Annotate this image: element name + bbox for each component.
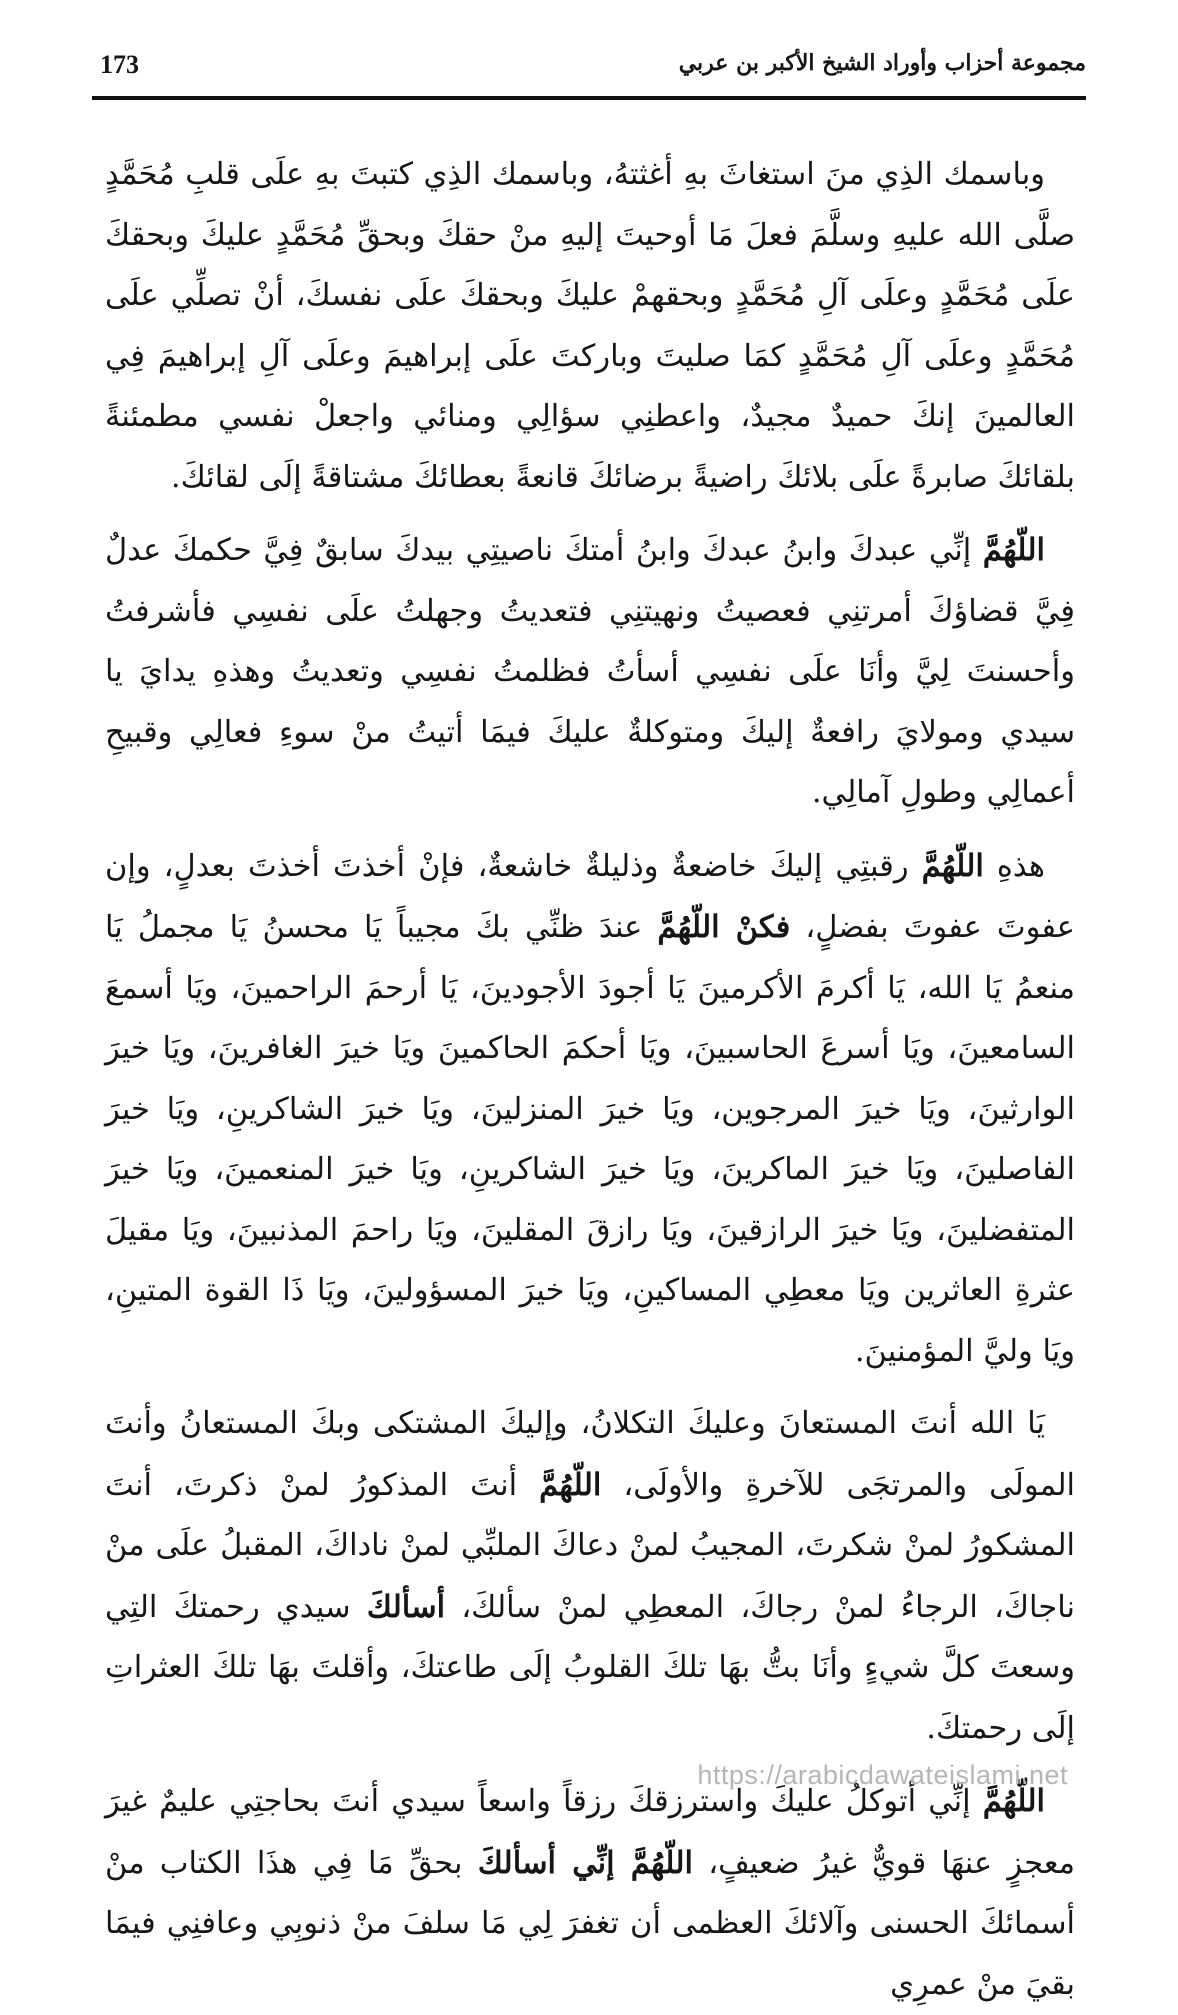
paragraph bbox=[105, 1771, 1075, 2015]
paragraph bbox=[105, 145, 1075, 508]
paragraph bbox=[105, 1394, 1075, 1759]
paragraph-text: إنِّي عبدكَ وابنُ عبدكَ وابنُ أمتكَ ناصيتِي بيدكَ سابقٌ فِيَّ حكمكَ عدلٌ فِيَّ قضاؤكَ أمرتنِي فعصيتُ ونهيتنِي فتعديتُ وجهلتُ علَى نفسِي فأشرفتُ وأحسنتَ لِيَّ وأنَا علَى نفسِي أسأتُ فظلمتُ نفسِي وتعديتُ وهذهِ يدايَ يا سيدي ومولايَ رافعةٌ إليكَ ومتوكلةٌ عليكَ فيمَا أتيتُ منْ سوءِ فعالِي وقبيحِ أعمالِي وطولِ آمالِي. bbox=[105, 533, 1075, 810]
header-rule bbox=[92, 96, 1086, 100]
paragraph-text: رقبتِي إليكَ خاضعةٌ وذليلةٌ خاشعةٌ، فإنْ أخذتَ أخذتَ بعدلٍ، وإن عفوتَ عفوتَ بفضلٍ، bbox=[105, 848, 1075, 945]
paragraph-text: سيدي رحمتكَ التِي وسعتَ كلَّ شيءٍ وأنَا بتُّ بهَا تلكَ القلوبُ إلَى طاعتكَ، وأقلتَ بهَا تلكَ العثراتِ إلَى رحمتكَ. bbox=[105, 1589, 1075, 1746]
paragraph-text: أنتَ المذكورُ لمنْ ذكرتَ، أنتَ المشكورُ لمنْ شكرتَ، المجيبُ لمنْ دعاكَ الملبِّي لمنْ ناداكَ، المقبلُ علَى منْ ناجاكَ، الرجاءُ لمنْ رجاكَ، المعطِي لمنْ سألكَ، bbox=[105, 1467, 1075, 1625]
page-number: 173 bbox=[100, 50, 139, 79]
emphasized-text: أسألكَ bbox=[366, 1588, 446, 1625]
paragraph bbox=[105, 836, 1075, 1383]
running-title: مجموعة أحزاب وأوراد الشيخ الأكبر بن عربي bbox=[678, 50, 1086, 76]
paragraph-text: بحقِّ مَا فِي هذَا الكتاب منْ أسمائكَ الحسنى وآلائكَ العظمى أن تغفرَ لِي مَا سلفَ منْ ذنوبِي وعافنِي فيمَا بقيَ منْ عمرِي bbox=[105, 1845, 1075, 2002]
emphasized-text: فكنْ اللّهُمَّ bbox=[657, 909, 791, 945]
page-header bbox=[92, 44, 1086, 94]
paragraph-text: هذهِ bbox=[983, 848, 1045, 884]
paragraph-text: يَا الله أنتَ المستعانَ وعليكَ التكلانُ، وإليكَ المشتكى وبكَ المستعانُ وأنتَ المولَى والمرتجَى للآخرةِ والأولَى، bbox=[105, 1406, 1075, 1503]
emphasized-text: اللّهُمَّ إنِّي أسألكَ bbox=[477, 1844, 693, 1881]
emphasized-text: اللّهُمَّ bbox=[982, 532, 1045, 568]
paragraph bbox=[105, 520, 1075, 824]
page-body bbox=[105, 145, 1075, 2015]
emphasized-text: اللّهُمَّ bbox=[921, 847, 984, 884]
paragraph-text: وباسمك الذِي منَ استغاثَ بهِ أغثتهُ، وباسمك الذِي كتبتَ بهِ علَى قلبِ مُحَمَّدٍ صلَّى الله عليهِ وسلَّمَ فعلَ مَا أوحيتَ إليهِ منْ حقكَ وبحقِّ مُحَمَّدٍ عليكَ وبحقكَ علَى مُحَمَّدٍ وعلَى آلِ مُحَمَّدٍ وبحقهمْ عليكَ وبحقكَ علَى نفسكَ، أنْ تصلِّي علَى مُحَمَّدٍ وعلَى آلِ مُحَمَّدٍ كمَا صليتَ وباركتَ علَى إبراهيمَ وعلَى آلِ إبراهيمَ فِي العالمينَ إنكَ حميدٌ مجيدٌ، واعطنِي سؤالِي ومنائي واجعلْ نفسي مطمئنةً بلقائكَ صابرةً علَى بلائكَ راضيةً برضائكَ قانعةً بعطائكَ مشتاقةً إلَى لقائكَ. bbox=[105, 157, 1075, 495]
paragraph-text: إنِّي أتوكلُ عليكَ واسترزقكَ رزقاً واسعاً سيدي أنتَ بحاجتِي عليمٌ غيرَ معجزٍ عنهَا قويٌّ غيرُ ضعيفٍ، bbox=[105, 1784, 1075, 1881]
emphasized-text: اللّهُمَّ bbox=[539, 1466, 602, 1503]
emphasized-text: اللّهُمَّ bbox=[982, 1783, 1045, 1819]
paragraph-text: عندَ ظنِّي بكَ مجيباً يَا محسنُ يَا مجملُ يَا منعمُ يَا الله، يَا أكرمَ الأكرمينَ يَا أجودَ الأجودينَ، يَا أرحمَ الراحمينَ، ويَا أسمعَ السامعينَ، ويَا أسرعَ الحاسبينَ، ويَا أحكمَ الحاكمينَ ويَا خيرَ الغافرينَ، ويَا خيرَ الوارثينَ، ويَا خيرَ المرجوين، ويَا خيرَ المنزلينَ، ويَا خيرَ الشاكرينِ، ويَا خيرَ الفاصلينَ، ويَا خيرَ الماكرينَ، ويَا خيرَ الشاكرينِ، ويَا خيرَ المنعمينَ، ويَا خيرَ المتفضلينَ، ويَا خيرَ الرازقينَ، ويَا رازقَ المقلينَ، ويَا راحمَ المذنبينَ، ويَا مقيلَ عثرةِ العاثرين ويَا معطِي المساكينِ، ويَا خيرَ المسؤولينَ، ويَا ذَا القوة المتينِ، ويَا وليَّ المؤمنينَ. bbox=[105, 910, 1075, 1369]
watermark: https://arabicdawateislami.net bbox=[697, 1760, 1068, 1790]
